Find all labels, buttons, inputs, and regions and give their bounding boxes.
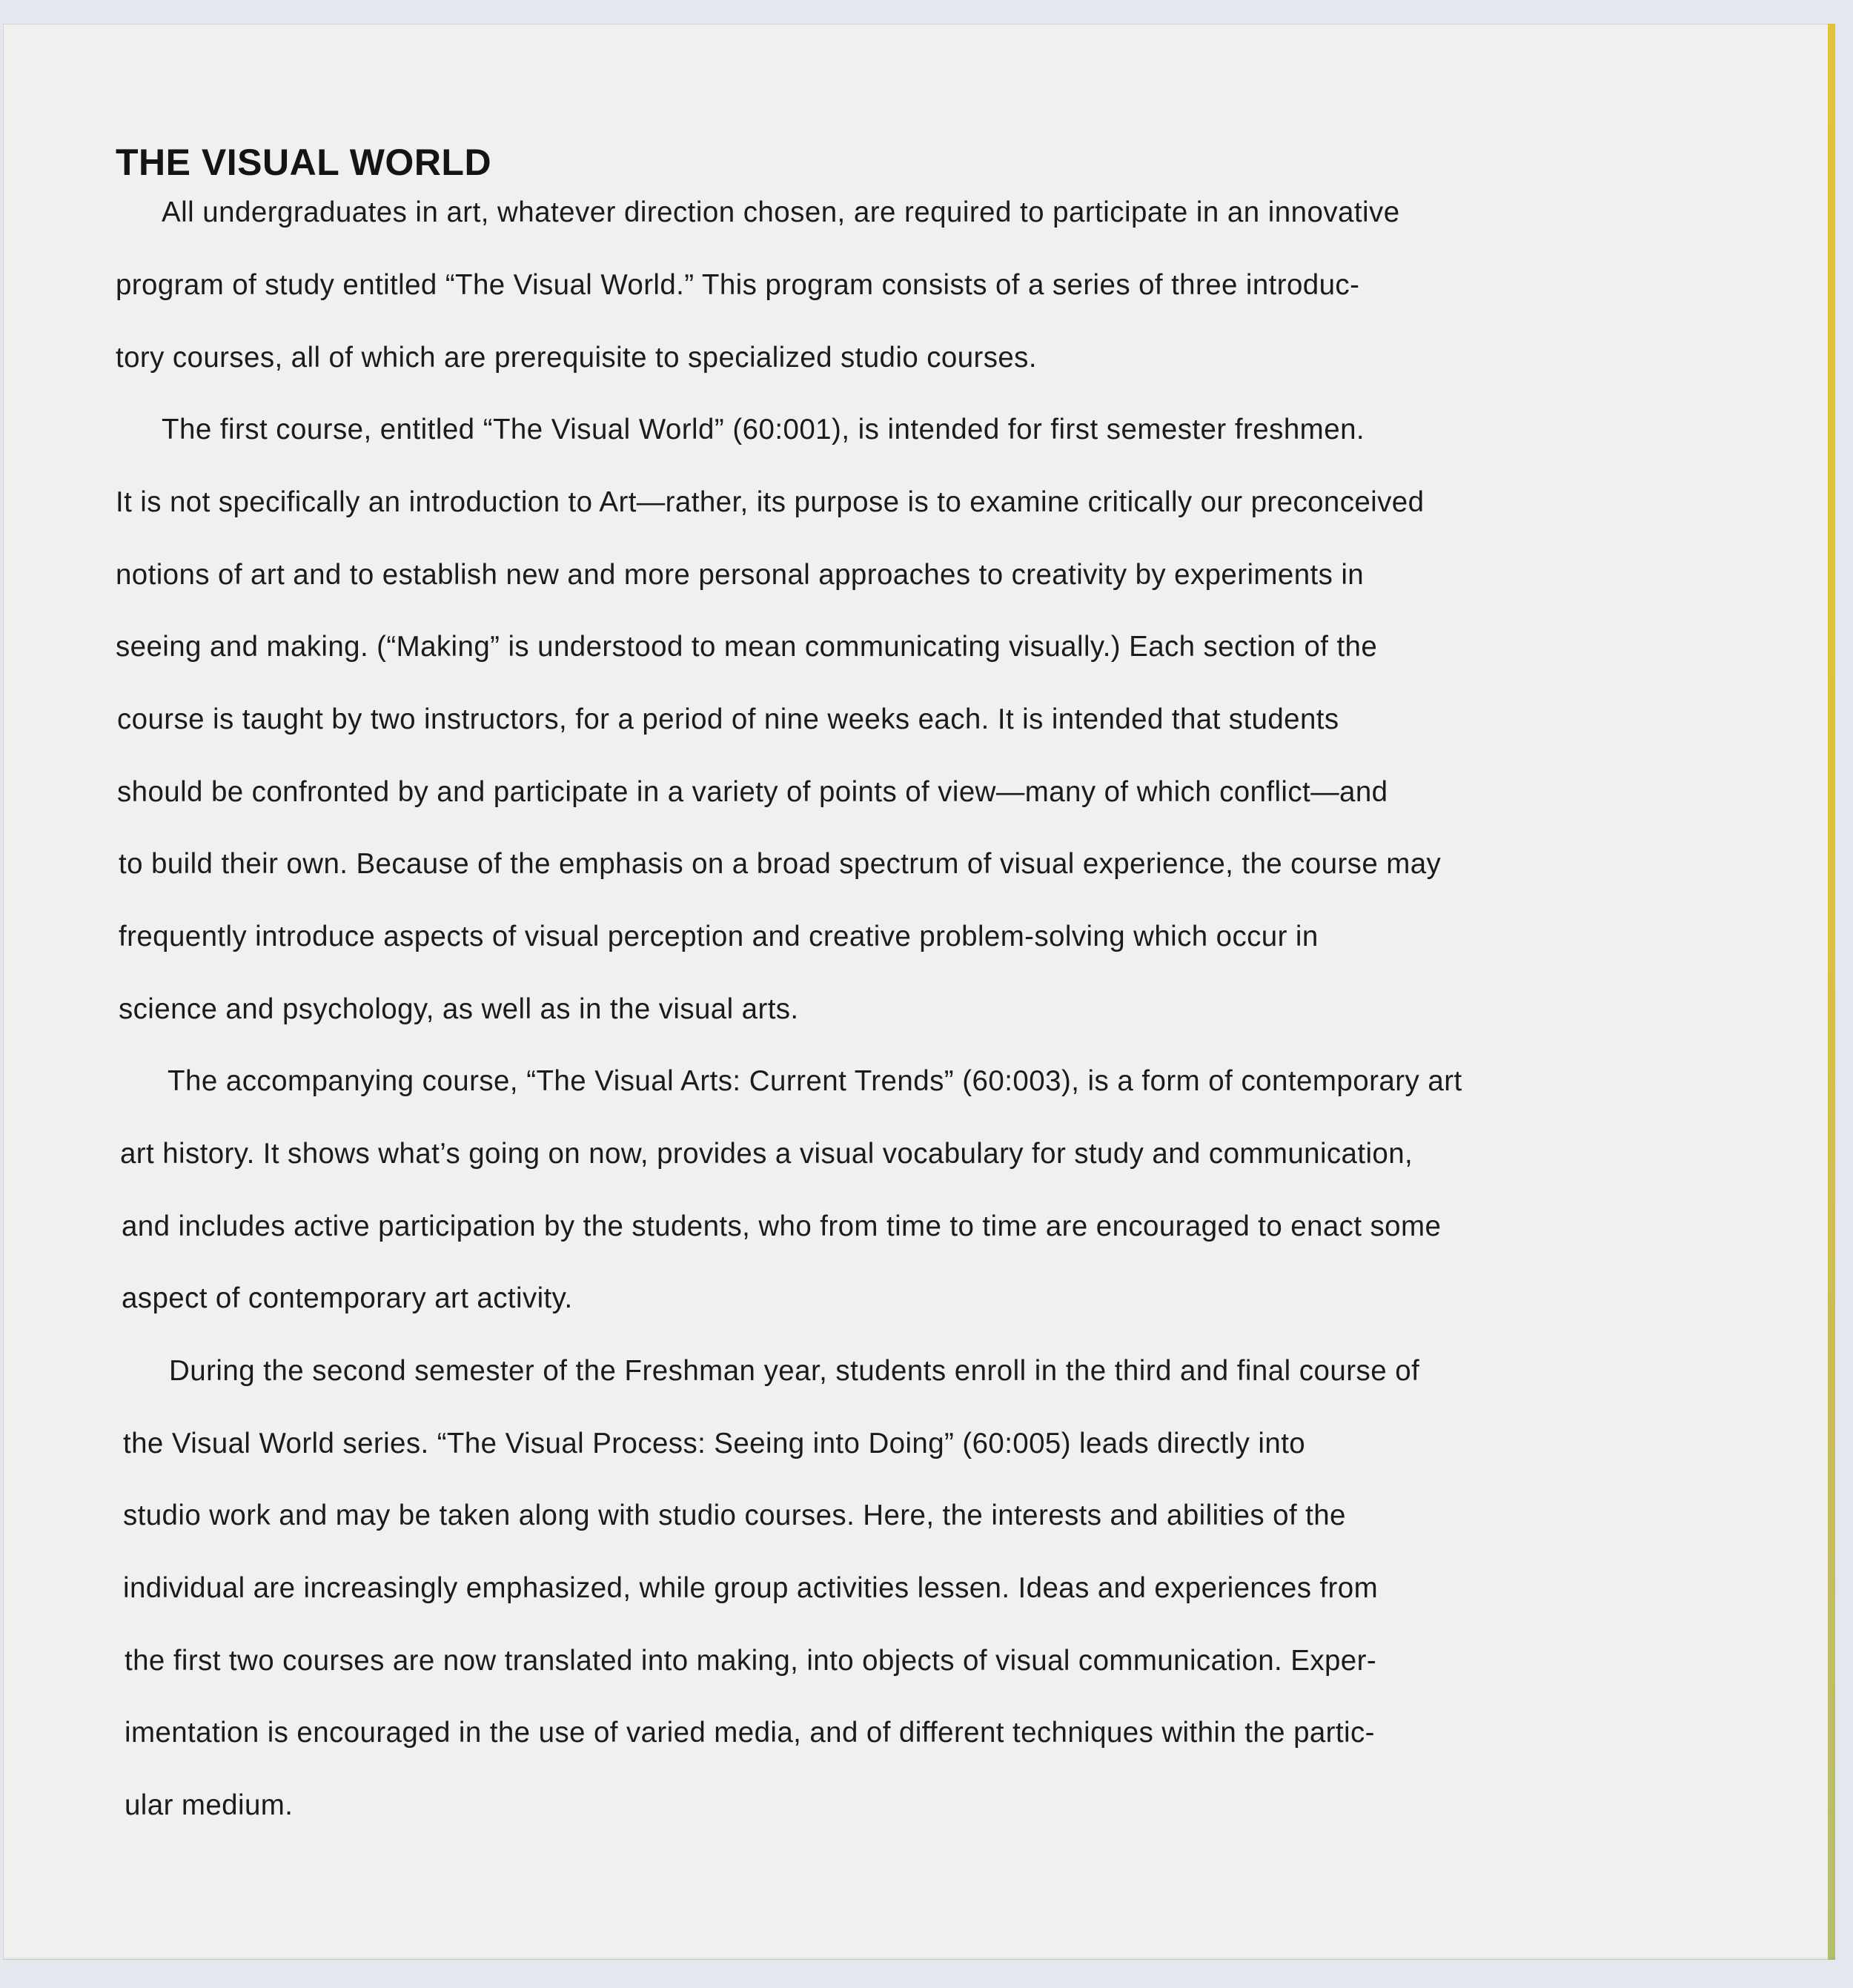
text-line: should be confronted by and participate in a variety of points of view—many of which conflict—and [117, 776, 1388, 808]
text-line: frequently introduce aspects of visual perception and creative problem-solving which occur in [119, 921, 1319, 952]
text-line: seeing and making. (“Making” is understood to mean communicating visually.) Each section of the [116, 631, 1378, 663]
text-line: aspect of contemporary art activity. [122, 1282, 573, 1314]
text-line: to build their own. Because of the emphasis on a broad spectrum of visual experience, the course may [119, 848, 1442, 880]
text-line: course is taught by two instructors, for a period of nine weeks each. It is intended that students [117, 703, 1339, 735]
page-right-edge [1828, 24, 1835, 1960]
text-line: studio work and may be taken along with studio courses. Here, the interests and abilities of the [123, 1500, 1346, 1531]
text-line: tory courses, all of which are prerequisite to specialized studio courses. [116, 342, 1037, 374]
text-line: and includes active participation by the students, who from time to time are encouraged to enact some [122, 1210, 1442, 1242]
text-line: All undergraduates in art, whatever direction chosen, are required to participate in an innovative [162, 196, 1400, 228]
text-line: science and psychology, as well as in the visual arts. [119, 993, 799, 1025]
text-line: notions of art and to establish new and more personal approaches to creativity by experiments in [116, 559, 1365, 591]
text-line: It is not specifically an introduction to Art—rather, its purpose is to examine critically our preconceived [116, 486, 1425, 518]
page-title: THE VISUAL WORLD [116, 142, 492, 183]
text-line: The first course, entitled “The Visual World” (60:001), is intended for first semester freshmen. [162, 414, 1365, 445]
text-line: ular medium. [125, 1789, 294, 1821]
document-page [3, 24, 1835, 1960]
text-line: art history. It shows what’s going on now, provides a visual vocabulary for study and communication, [120, 1138, 1413, 1170]
text-line: imentation is encouraged in the use of varied media, and of different techniques within the partic- [125, 1717, 1375, 1749]
text-line: individual are increasingly emphasized, while group activities lessen. Ideas and experiences from [123, 1572, 1379, 1604]
text-line: the Visual World series. “The Visual Process: Seeing into Doing” (60:005) leads directly into [123, 1428, 1306, 1459]
text-line: program of study entitled “The Visual World.” This program consists of a series of three introduc- [116, 269, 1360, 301]
text-line: The accompanying course, “The Visual Arts: Current Trends” (60:003), is a form of contemporary art [168, 1065, 1462, 1097]
text-line: During the second semester of the Freshman year, students enroll in the third and final course of [169, 1355, 1420, 1387]
text-line: the first two courses are now translated into making, into objects of visual communication. Exper- [125, 1645, 1377, 1677]
page-bottom-shadow [3, 1955, 1835, 1960]
